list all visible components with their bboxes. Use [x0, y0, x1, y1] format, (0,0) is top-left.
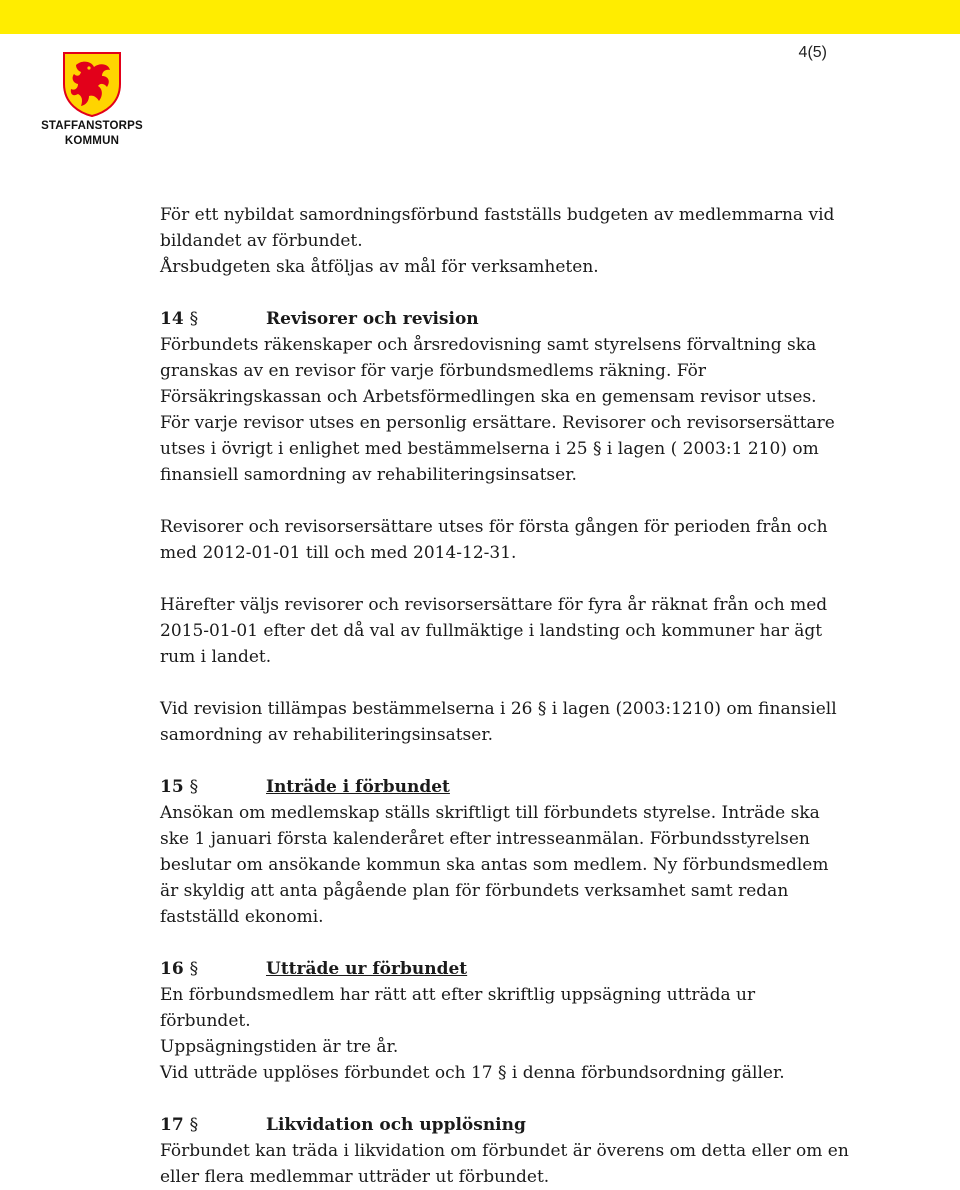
section-number: 16 [160, 959, 184, 979]
section-title: Utträde ur förbundet [266, 959, 468, 979]
section-sign: § [189, 777, 199, 797]
section-paragraph: En förbundsmedlem har rätt att efter skriftlig uppsägning utträda ur förbundet. [160, 985, 756, 1031]
section-paragraph: Vid revision tillämpas bestämmelserna i 26 § i lagen (2003:1210) om finansiell samordning av rehabiliteringsinsatser. [160, 699, 837, 745]
section-number: 17 [160, 1115, 184, 1135]
section-paragraph: Revisorer och revisorsersättare utses för första gången för perioden från och med 2012-01-01 till och med 2014-12-31. [160, 517, 828, 563]
document-body [160, 202, 850, 1190]
section-paragraph: Härefter väljs revisorer och revisorsersättare för fyra år räknat från och med 2015-01-01 efter det då val av fullmäktige i landsting och kommuner har ägt rum i landet. [160, 595, 828, 667]
coat-of-arms-icon [61, 50, 123, 118]
intro-paragraph: För ett nybildat samordningsförbund fastställs budgeten av medlemmarna vid bildandet av förbundet. [160, 205, 835, 251]
section-sign: § [189, 959, 199, 979]
intro-paragraph: Årsbudgeten ska åtföljas av mål för verksamheten. [160, 257, 599, 277]
section-number: 15 [160, 777, 184, 797]
section-heading-17 [160, 1112, 850, 1138]
section-heading-15 [160, 774, 850, 800]
section-paragraph: Förbundet kan träda i likvidation om förbundet är överens om detta eller om en eller flera medlemmar utträder ut förbundet. [160, 1141, 849, 1187]
section-heading-16 [160, 956, 850, 982]
section-title: Likvidation och upplösning [266, 1115, 526, 1135]
header-bar [0, 0, 960, 34]
section-paragraph: Förbundets räkenskaper och årsredovisning samt styrelsens förvaltning ska granskas av en revisor för varje förbundsmedlems räkning. För Försäkringskassan och Arbetsförmedlingen ska en gemensam revisor utses. För varje revisor utses en personlig ersättare. Revisorer och revisorsersättare utses i övrigt i enlighet med bestämmelserna i 25 § i lagen ( 2003:1 210) om finansiell samordning av rehabiliteringsinsatser. [160, 335, 835, 485]
section-sign: § [189, 309, 199, 329]
logo [40, 50, 144, 148]
section-title: Revisorer och revision [266, 309, 479, 329]
page-number: 4(5) [798, 44, 827, 61]
section-paragraph: Uppsägningstiden är tre år. [160, 1037, 399, 1057]
section-number: 14 [160, 309, 184, 329]
section-paragraph: Vid utträde upplöses förbundet och 17 § i denna förbundsordning gäller. [160, 1063, 785, 1083]
section-title: Inträde i förbundet [266, 777, 450, 797]
section-sign: § [189, 1115, 199, 1135]
logo-text-line1: STAFFANSTORPS [41, 120, 143, 132]
section-heading-14 [160, 306, 850, 332]
section-paragraph: Ansökan om medlemskap ställs skriftligt till förbundets styrelse. Inträde ska ske 1 januari första kalenderåret efter intresseanmälan. Förbundsstyrelsen beslutar om ansökande kommun ska antas som medlem. Ny förbundsmedlem är skyldig att anta pågående plan för förbundets verksamhet samt redan fastställd ekonomi. [160, 803, 829, 927]
logo-text-line2: KOMMUN [64, 135, 120, 147]
